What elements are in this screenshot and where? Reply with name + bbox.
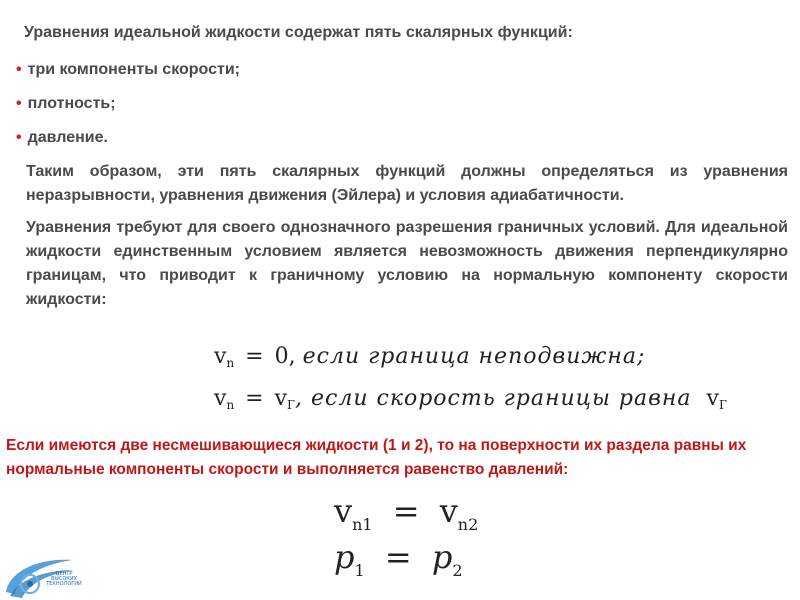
formula-velocity-equality: [334, 492, 478, 534]
formula-symbol: v: [706, 386, 719, 411]
formula-symbol: v: [334, 492, 353, 530]
formula-operator: =: [392, 492, 420, 530]
bullet-text: давление.: [27, 129, 108, 146]
bullet-item: [16, 94, 240, 128]
formula-subscript: Г: [718, 398, 727, 412]
bullet-list: [16, 60, 240, 162]
bullet-dot-icon: •: [16, 129, 22, 146]
formula-subscript: 1: [354, 561, 365, 580]
formula-fixed-boundary: [214, 344, 645, 370]
formula-subscript: n: [226, 356, 235, 370]
logo-line: ЦЕНТР: [55, 571, 73, 577]
formula-subscript: n1: [352, 515, 373, 534]
formula-operator: =: [384, 538, 412, 576]
logo-line: ВЫСОКИХ: [51, 576, 77, 582]
bullet-item: [16, 128, 240, 162]
bullet-text: три компоненты скорости;: [27, 61, 241, 78]
paragraph-interface: Если имеются две несмешивающиеся жидкости (1 и 2), то на поверхности их раздела равны их нормальные компоненты скорости и выполняется равенство давлений:: [6, 437, 747, 478]
formula-pressure-equality: [334, 538, 463, 580]
formula-subscript: 2: [452, 561, 463, 580]
formula-value: v: [274, 386, 288, 411]
paragraph-euler: Таким образом, эти пять скалярных функций должны определяться из уравнения неразрывности, уравнения движения (Эйлера) и условия адиабатичности.: [26, 163, 788, 204]
formula-moving-boundary: [214, 386, 727, 412]
formula-symbol: v: [214, 344, 227, 369]
institution-logo-icon: [0, 540, 80, 600]
formula-condition: если граница неподвижна;: [302, 344, 646, 369]
bullet-dot-icon: •: [16, 95, 22, 112]
logo-line: ТЕХНОЛОГИЙ: [46, 581, 82, 587]
formula-value: 0,: [274, 344, 296, 369]
formula-subscript: Г: [287, 398, 295, 412]
bullet-item: [16, 60, 240, 94]
formula-symbol: v: [439, 492, 458, 530]
bullet-text: плотность;: [27, 95, 116, 112]
paragraph-boundary: Уравнения требуют для своего однозначного разрешения граничных условий. Для идеальной жидкости единственным условием является невозможность движения перпендикулярно границам, что приводит к граничному условию на нормальную компоненту скорости жидкости:: [26, 219, 788, 308]
formula-operator: =: [245, 386, 264, 411]
formula-subscript: n: [226, 398, 235, 412]
formula-symbol: p: [431, 538, 453, 576]
logo-caption: [44, 572, 84, 587]
formula-symbol: p: [334, 538, 355, 576]
formula-symbol: v: [214, 386, 227, 411]
formula-subscript: n2: [457, 515, 479, 534]
bullet-dot-icon: •: [16, 61, 22, 78]
formula-condition: , если скорость границы равна: [295, 386, 692, 411]
formula-operator: =: [245, 344, 264, 369]
slide-heading: Уравнения идеальной жидкости содержат пять скалярных функций:: [24, 24, 573, 41]
